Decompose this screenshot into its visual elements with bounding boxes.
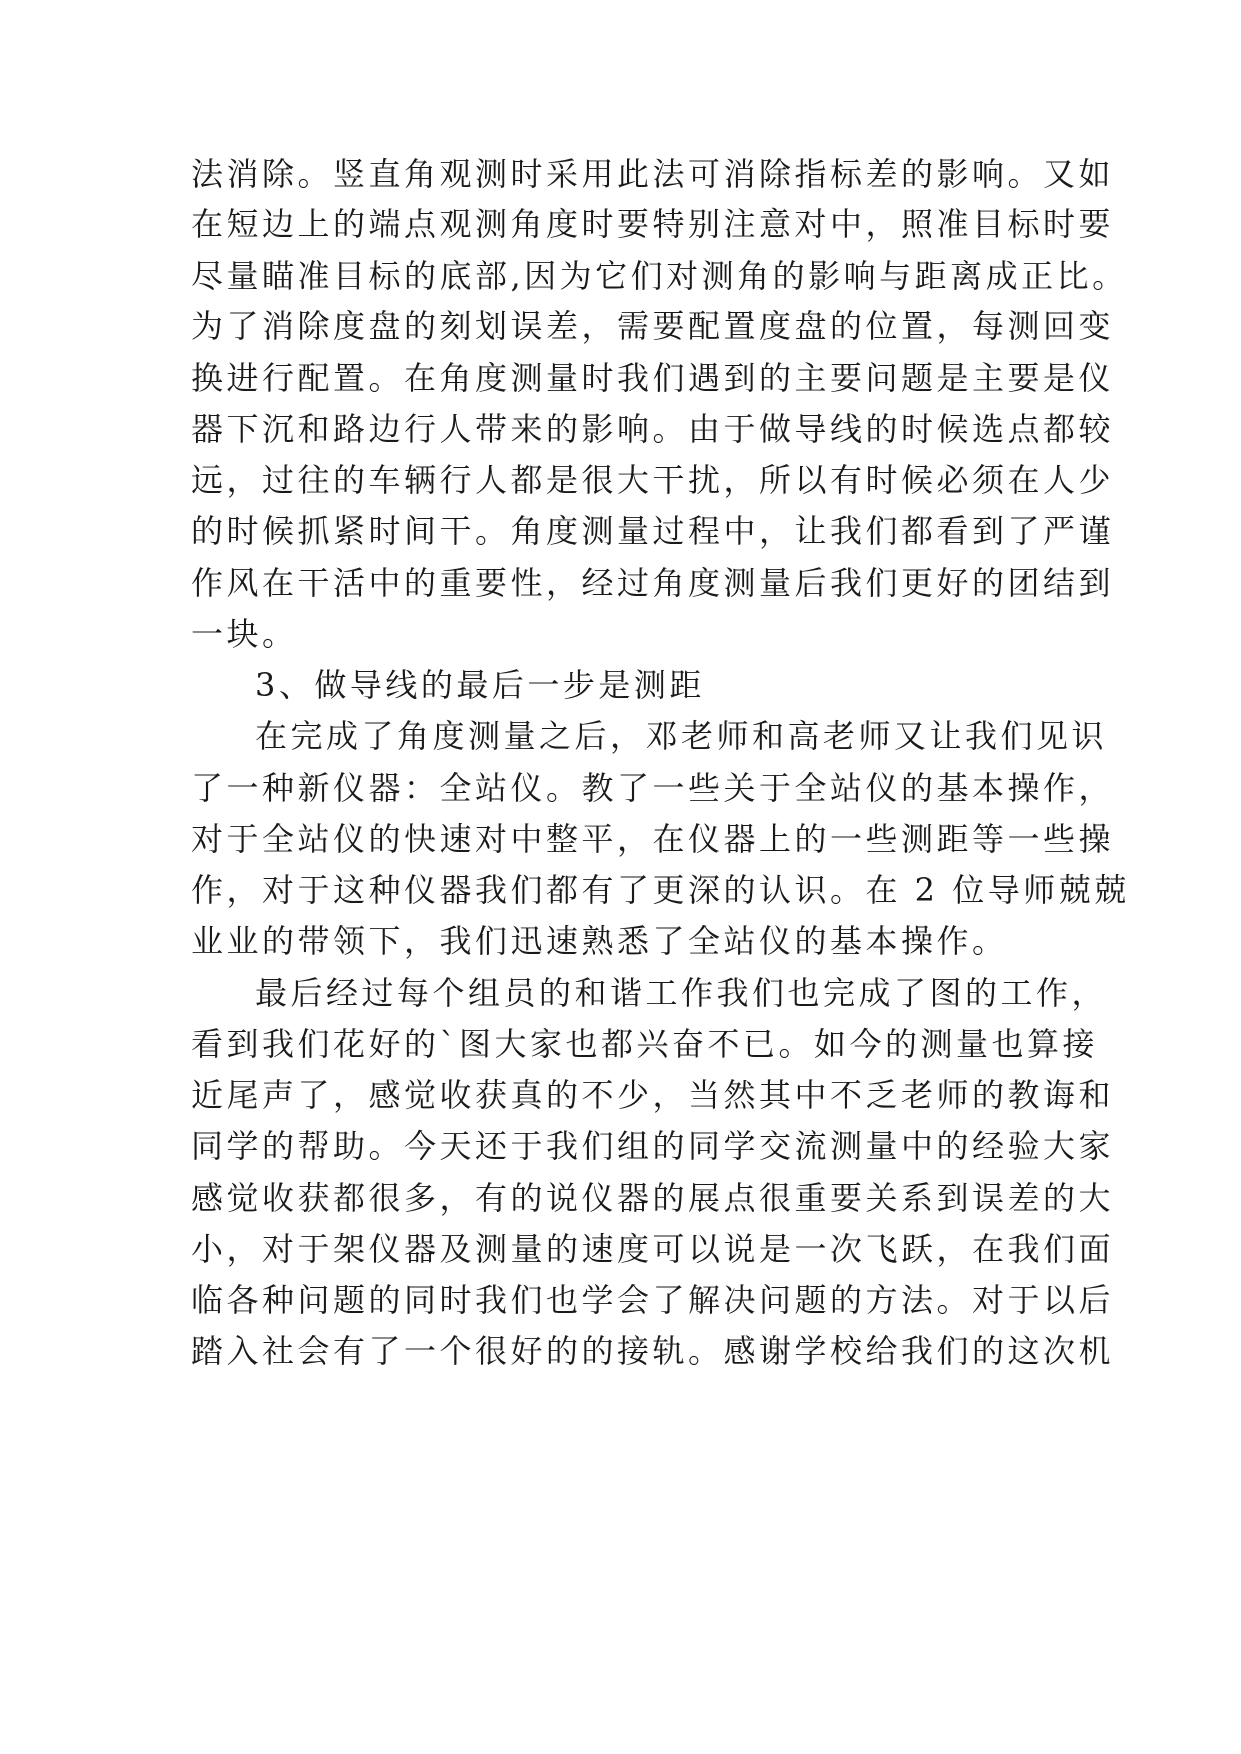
text-line: 对于全站仪的快速对中整平，在仪器上的一些测距等一些操 [191,820,1115,858]
text-line: 看到我们花好的`图大家也都兴奋不已。如今的测量也算接 [191,1025,1099,1063]
text-line: 小，对于架仪器及测量的速度可以说是一次飞跃，在我们面 [191,1230,1115,1268]
section-heading: 3、做导线的最后一步是测距 [255,666,705,704]
text-line: 一块。 [191,615,298,653]
text-line: 尽量瞄准目标的底部,因为它们对测角的影响与距离成正比。 [191,257,1128,295]
text-line: 在短边上的端点观测角度时要特别注意对中，照准目标时要 [191,205,1115,243]
text-line: 在完成了角度测量之后，邓老师和高老师又让我们见识 [255,717,1108,755]
text-line: 同学的帮助。今天还于我们组的同学交流测量中的经验大家 [191,1127,1115,1165]
text-line: 近尾声了，感觉收获真的不少，当然其中不乏老师的教诲和 [191,1076,1115,1114]
text-line: 感觉收获都很多，有的说仪器的展点很重要关系到误差的大 [191,1179,1115,1217]
text-line: 法消除。竖直角观测时采用此法可消除指标差的影响。又如 [191,155,1115,193]
text-line: 临各种问题的同时我们也学会了解决问题的方法。对于以后 [191,1281,1115,1319]
text-line: 了一种新仪器：全站仪。教了一些关于全站仪的基本操作， [191,769,1115,807]
text-line: 踏入社会有了一个很好的的接轨。感谢学校给我们的这次机 [191,1332,1115,1370]
text-line: 作，对于这种仪器我们都有了更深的认识。在 2 位导师兢兢 [191,871,1130,909]
text-line: 最后经过每个组员的和谐工作我们也完成了图的工作， [255,974,1108,1012]
text-line: 为了消除度盘的刻划误差，需要配置度盘的位置，每测回变 [191,307,1115,345]
text-line: 换进行配置。在角度测量时我们遇到的主要问题是主要是仪 [191,359,1115,397]
text-line: 作风在干活中的重要性，经过角度测量后我们更好的团结到 [191,564,1115,602]
text-line: 器下沉和路边行人带来的影响。由于做导线的时候选点都较 [191,410,1115,448]
text-line: 的时候抓紧时间干。角度测量过程中，让我们都看到了严谨 [191,512,1115,550]
text-line: 业业的带领下，我们迅速熟悉了全站仪的基本操作。 [191,922,1008,960]
text-line: 远，过往的车辆行人都是很大干扰，所以有时候必须在人少 [191,461,1115,499]
